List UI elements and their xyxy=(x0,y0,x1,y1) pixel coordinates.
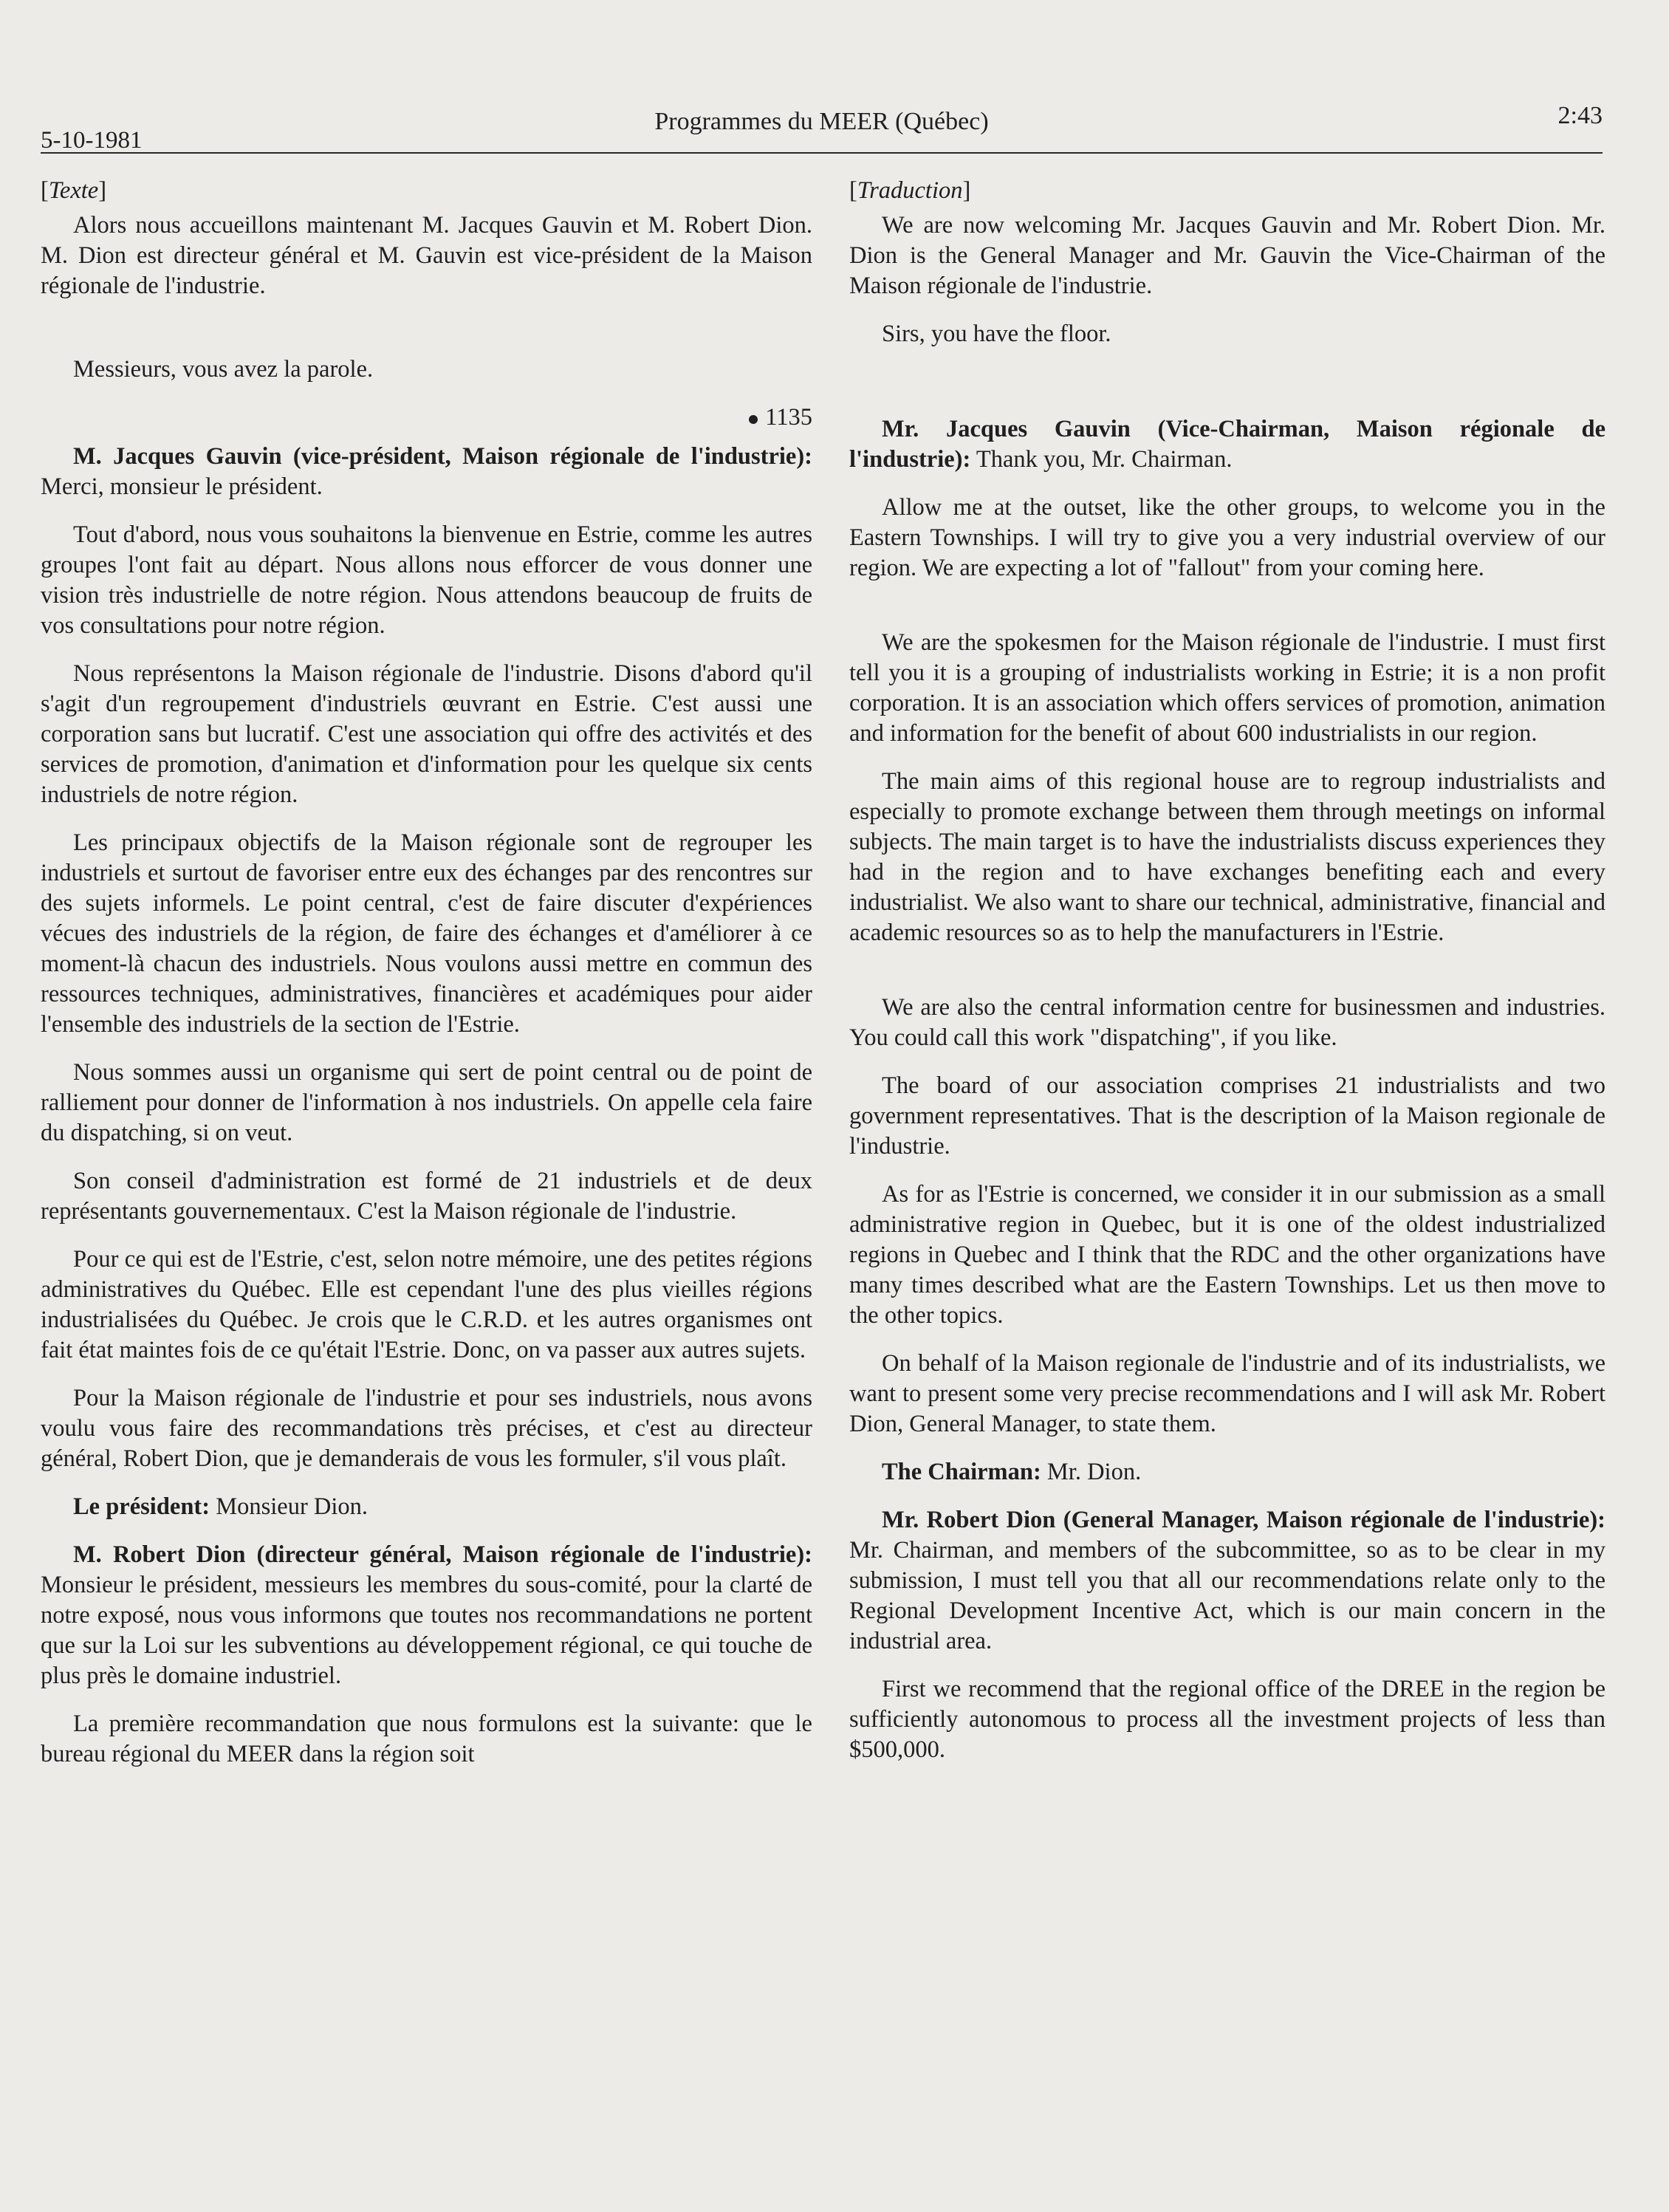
column-english xyxy=(849,176,1605,1783)
paragraph: Tout d'abord, nous vous souhaitons la bienvenue en Estrie, comme les autres groupes l'ont fait au départ. Nous allons nous efforcer de vous donner une vision très industrielle de notre région. Nous attendons beaucoup de fruits de vos consultations pour notre région. xyxy=(41,521,812,639)
paragraph: Alors nous accueillons maintenant M. Jacques Gauvin et M. Robert Dion. M. Dion est directeur général et M. Gauvin est vice-président de la Maison régionale de l'industrie. xyxy=(41,212,812,299)
paragraph: Sirs, you have the floor. xyxy=(882,321,1111,347)
paragraph: Nous sommes aussi un organisme qui sert de point central ou de point de ralliement pour donner de l'information à nos industriels. On appelle cela faire du dispatching, si on veut. xyxy=(41,1059,812,1146)
paragraph: Nous représentons la Maison régionale de l'industrie. Disons d'abord qu'il s'agit d'un regroupement d'industriels œuvrant en Estrie. C'est aussi une corporation sans but lucratif. C'est une association qui offre des activités et des services de promotion, d'animation et d'information pour les quelque six cents industriels de notre région. xyxy=(41,660,812,808)
paragraph: Les principaux objectifs de la Maison régionale sont de regrouper les industriels et surtout de favoriser entre eux des échanges par des rencontres sur des sujets informels. Le point central, c'est de faire discuter d'expériences vécues des industriels de la région, de faire des échanges et d'améliorer à ce moment-là chacun des industriels. Nous voulons aussi mettre en commun des ressources techniques, administratives, financières et académiques pour aider l'ensemble des industriels de la section de l'Estrie. xyxy=(41,829,812,1038)
paragraph: We are also the central information centre for businessmen and industries. You could call this work "dispatching", if you like. xyxy=(849,994,1605,1051)
speaker-name: Le président: xyxy=(73,1493,210,1520)
paragraph: First we recommend that the regional office of the DREE in the region be sufficiently autonomous to process all the investment projects of less than $500,000. xyxy=(849,1676,1605,1763)
paragraph: The main aims of this regional house are to regroup industrialists and especially to promote exchange between them through meetings on informal subjects. The main target is to have the industrialists discuss experiences they had in the region and to have exchanges benefiting each and every industrialist. We also want to share our technical, administrative, financial and academic resources so as to help the manufacturers in l'Estrie. xyxy=(849,768,1605,946)
section-label-texte: [Texte] xyxy=(41,177,107,204)
column-french xyxy=(41,176,812,1787)
speaker-name: The Chairman: xyxy=(882,1459,1041,1485)
speaker-paragraph: Le président: Monsieur Dion. xyxy=(73,1493,369,1520)
header-title: Programmes du MEER (Québec) xyxy=(654,108,989,135)
speaker-paragraph: The Chairman: Mr. Dion. xyxy=(882,1459,1142,1485)
paragraph: La première recommandation que nous formulons est la suivante: que le bureau régional du MEER dans la région soit xyxy=(41,1711,812,1767)
paragraph: Pour ce qui est de l'Estrie, c'est, selon notre mémoire, une des petites régions administratives du Québec. Elle est cependant l'une des plus vieilles régions industrialisées du Québec. Je crois que le C.R.D. et les autres organismes ont fait état maintes fois de ce qu'était l'Estrie. Donc, on va passer aux autres sujets. xyxy=(41,1246,812,1363)
speaker-paragraph: M. Robert Dion (directeur général, Maison régionale de l'industrie): Monsieur le président, messieurs les membres du sous-comité, pour la clarté de notre exposé, nous vous informons que toutes nos recommandations ne portent que sur la Loi sur les subventions au développement régional, ce qui touche de plus près le domaine industriel. xyxy=(41,1541,812,1689)
speaker-name: Mr. Robert Dion (General Manager, Maison régionale de l'industrie): xyxy=(882,1507,1605,1533)
paragraph: We are now welcoming Mr. Jacques Gauvin and Mr. Robert Dion. Mr. Dion is the General Manager and Mr. Gauvin the Vice-Chairman of the Maison régionale de l'industrie. xyxy=(849,212,1605,299)
time-marker: 1135 xyxy=(41,403,812,433)
paragraph: Pour la Maison régionale de l'industrie et pour ses industriels, nous avons voulu vous faire des recommandations très précises, et c'est au directeur général, Robert Dion, que je demanderais de vous les formuler, s'il vous plaît. xyxy=(41,1385,812,1472)
paragraph: On behalf of la Maison regionale de l'industrie and of its industrialists, we want to present some very precise recommendations and I will ask Mr. Robert Dion, General Manager, to state them. xyxy=(849,1350,1605,1437)
speaker-paragraph: Mr. Jacques Gauvin (Vice-Chairman, Maison régionale de l'industrie): Thank you, Mr. Chairman. xyxy=(849,416,1605,473)
bullet-icon xyxy=(749,415,758,424)
speaker-paragraph: M. Jacques Gauvin (vice-président, Maison régionale de l'industrie): Merci, monsieur le président. xyxy=(41,443,812,500)
speaker-paragraph: Mr. Robert Dion (General Manager, Maison régionale de l'industrie): Mr. Chairman, and members of the subcommittee, so as to be clear in my submission, I must tell you that all our recommendations relate only to the Regional Development Incentive Act, which is our main concern in the industrial area. xyxy=(849,1507,1605,1654)
header-page-number: 2:43 xyxy=(1557,102,1603,129)
paragraph: Messieurs, vous avez la parole. xyxy=(73,356,374,383)
section-label-traduction: [Traduction] xyxy=(849,177,971,204)
paragraph: Allow me at the outset, like the other groups, to welcome you in the Eastern Townships. I will try to give you a very industrial overview of our region. We are expecting a lot of "fallout" from your coming here. xyxy=(849,494,1605,581)
speaker-name: M. Robert Dion (directeur général, Maison régionale de l'industrie): xyxy=(73,1541,812,1568)
speaker-name: M. Jacques Gauvin (vice-président, Maison régionale de l'industrie): xyxy=(73,443,812,470)
header-rule xyxy=(41,152,1603,154)
paragraph: The board of our association comprises 21 industrialists and two government representatives. That is the description of la Maison regionale de l'industrie. xyxy=(849,1072,1605,1160)
paragraph: We are the spokesmen for the Maison régionale de l'industrie. I must first tell you it is a grouping of industrialists working in Estrie; it is a non profit corporation. It is an association which offers services of promotion, animation and information for the benefit of about 600 industrialists in our region. xyxy=(849,629,1605,747)
paragraph: Son conseil d'administration est formé de 21 industriels et de deux représentants gouvernementaux. C'est la Maison régionale de l'industrie. xyxy=(41,1168,812,1225)
header-date: 5-10-1981 xyxy=(41,127,143,154)
page-header xyxy=(41,102,1603,155)
speaker-name: Mr. Jacques Gauvin (Vice-Chairman, Maison régionale de l'industrie): xyxy=(849,416,1605,473)
paragraph: As for as l'Estrie is concerned, we consider it in our submission as a small administrative region in Quebec, but it is one of the oldest industrialized regions in Quebec and I think that the RDC and the other organizations have many times described what are the Eastern Townships. Let us then move to the other topics. xyxy=(849,1181,1605,1329)
